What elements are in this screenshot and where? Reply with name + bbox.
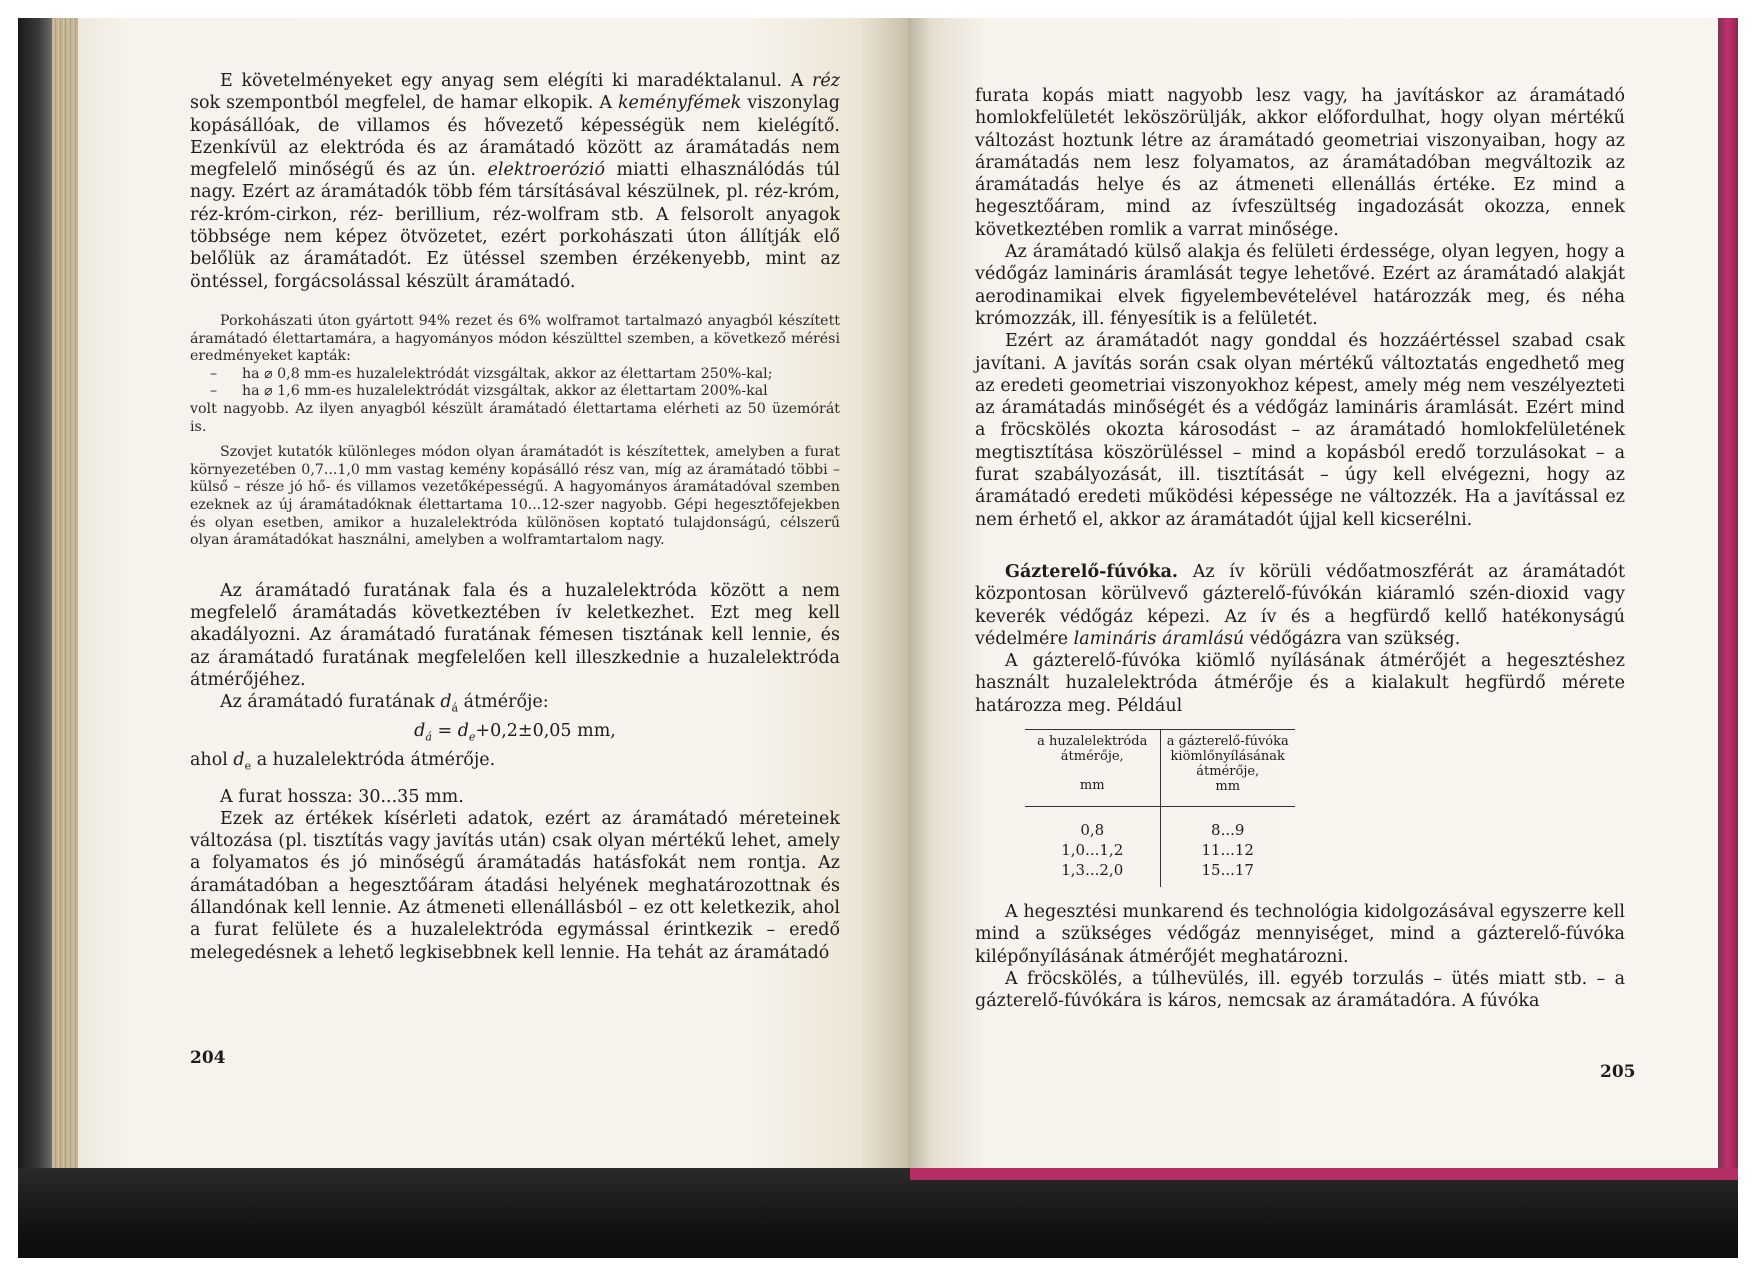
book-cover-bottom-edge <box>910 1168 1738 1180</box>
formula: $d_á = d_e+0,2\pm 0,05$ mm, <box>414 720 616 744</box>
left-paragraph-1: E követelményeket egy anyag sem elégíti ki maradéktalanul. A réz sok szempontból megfelel, de hamar elkopik. A keményfémek viszonylag kopásállóak, de villamos és hővezető képességük nem kielégítő. Ezenkívül az elektróda és az áramátadó között az áramátadás nem megfelelő minőségű és az ún. elektroerózió miatti elhasználódás túl nagy. Ezért az áramátadók több fém társításával készülnek, pl. réz-króm, réz-króm-cirkon, réz- berillium, réz-wolfram stb. A felsorolt anyagok többsége nem képez ötvözetet, ezért porkohászati úton állítják elő belőlük az áramátadót. Ez ütéssel szemben érzékenyebb, mint az öntéssel, forgácsolással készült áramátadó. <box>190 71 841 292</box>
page-number-right: 205 <box>1600 1062 1636 1082</box>
list-item: – ha ⌀ 1,6 mm-es huzalelektródát vizsgáltak, akkor az élettartam 200%-kal <box>210 383 768 400</box>
right-page-text <box>975 85 1625 1013</box>
nozzle-diameter-table <box>1025 729 1295 887</box>
left-paragraph-6: Ezek az értékek kísérleti adatok, ezért az áramátadó méreteinek változása (pl. tisztítás vagy javítás után) csak olyan mértékű lehet, amely a folyamatos és jó minőségű áramátadás hatásfokát nem rontja. Az áramátadóban a hegesztőáram átadási helyének meghatározottnak és állandónak kell lennie. Az átmeneti ellenállásból – ez ott keletkezik, ahol a furat felülete és a huzalelektróda egymással érintkezik – eredő melegedésnek a lehető legkisebbnek kell lennie. Ha tehát az áramátadó <box>190 808 840 963</box>
table-row: 1,3...2,0 15...17 <box>1025 860 1295 887</box>
section-heading: Gázterelő-fúvóka. <box>1005 561 1179 582</box>
small-print-block-1 <box>190 313 840 550</box>
scan-background-left <box>18 18 52 1258</box>
table-header-nozzle: a gázterelő-fúvóka kiömlőnyílásának átmérője, mm <box>1160 730 1295 807</box>
left-paragraph-2: Az áramátadó furatának fala és a huzalelektróda között a nem megfelelő áramátadás következtében ív keletkezhet. Ezt meg kell akadályozni. Az áramátadó furatának fémesen tisztának kell lennie, és az áramátadó furatának megfelelően kell illeszkednie a huzalelektróda átmérőjéhez. <box>190 580 840 690</box>
right-paragraph-3: Ezért az áramátadót nagy gonddal és hozzáértéssel szabad csak javítani. A javítás során csak olyan mértékű változtatás engedhető meg az eredeti geometriai viszonyokhoz képest, amely még nem veszélyezteti az áramátadás minőségét és a védőgáz lamináris áramlását. Ezért mind a fröcskölés okozta károsodást – az áramátadó homlokfelületének megtisztítása köszörüléssel – mind a kopásból eredő torzulásokat – a furat szabályozását, ill. tisztítását – úgy kell elvégezni, hogy az áramátadó eredeti működési képessége ne változzék. Ha a javítással ez nem érhető el, akkor az áramátadót újjal kell kicserélni. <box>975 331 1625 530</box>
scan-background-bottom <box>18 1168 1738 1258</box>
right-paragraph-7: A fröcskölés, a túlhevülés, ill. egyéb torzulás – ütés miatt stb. – a gázterelő-fúvókára is káros, nemcsak az áramátadóra. A fúvóka <box>975 968 1625 1012</box>
right-paragraph-6: A hegesztési munkarend és technológia kidolgozásával egyszerre kell mind a szükséges védőgáz mennyiséget, mind a gázterelő-fúvóka kilépőnyílásának átmérőjét meghatározni. <box>975 902 1625 967</box>
left-paragraph-3: Az áramátadó furatának $d_á$ átmérője: <box>220 692 549 715</box>
small-print-outro: volt nagyobb. Az ilyen anyagból készült áramátadó élettartama elérheti az 50 üzemórát is. <box>190 400 840 435</box>
left-page-text <box>190 70 840 964</box>
small-print-intro: Porkohászati úton gyártott 94% rezet és 6% wolframot tartalmazó anyagból készített áramátadó élettartamára, a hagyományos módon készülttel szemben, a következő mérési eredményeket kapták: <box>190 312 840 365</box>
right-paragraph-1: furata kopás miatt nagyobb lesz vagy, ha javításkor az áramátadó homlokfelületét leköszörülják, akkor előfordulhat, hogy olyan mértékű változást hoztunk létre az áramátadó geometriai viszonyaiban, hogy az áramátadás nem lesz folyamatos, az áramátadóban megváltozik az áramátadás helye és az átmeneti ellenállás értéke. Ez mind a hegesztőáram, mind az ívfeszültség ingadozását okozza, ennek következtében romlik a varrat minősége. <box>975 86 1625 240</box>
small-print-block-2: Szovjet kutatók különleges módon olyan áramátadót is készítettek, amelyben a furat környezetében 0,7...1,0 mm vastag kemény kopásálló rész van, míg az áramátadó többi – külső – része jó hő- és villamos vezetőképességű. A hagyományos áramátadóval szemben ezeknek az új áramátadóknak élettartama 10...12-szer nagyobb. Gépi hegesztőfejekben és olyan esetben, amikor a huzalelektróda különösen koptató tulajdonságú, célszerű olyan áramátadókat használni, amelyben a wolframtartalom nagy. <box>190 444 840 549</box>
book-cover-edge <box>1718 18 1738 1258</box>
right-paragraph-5: A gázterelő-fúvóka kiömlő nyílásának átmérőjét a hegesztéshez használt huzalelektróda átmérője és a kialakult hegfürdő mérete határozza meg. Például <box>975 651 1625 716</box>
page-edges <box>52 18 78 1168</box>
right-paragraph-4: Gázterelő-fúvóka. Az ív körüli védőatmoszférát az áramátadót központosan körülvevő gázterelő-fúvókán kiáramló szén-dioxid vagy keverék védőgáz képezi. Az ív és a hegfürdő kellő hatékonyságú védelmére lamináris áramlású védőgázra van szükség. <box>975 561 1625 649</box>
page-number-left: 204 <box>190 1048 226 1068</box>
table-row: 0,8 8...9 <box>1025 807 1295 841</box>
table-header-electrode: a huzalelektróda átmérője, mm <box>1025 730 1160 807</box>
left-paragraph-5: A furat hossza: 30...35 mm. <box>220 786 464 807</box>
right-paragraph-2: Az áramátadó külső alakja és felületi érdessége, olyan legyen, hogy a védőgáz lamináris áramlását tegye lehetővé. Ezért az áramátadó alakját aerodinamikai elvek figyelembevételével határozzák meg, és néha krómozzák, ill. fényesítik is a felületét. <box>975 242 1625 329</box>
left-paragraph-4: ahol $d_e$ a huzalelektróda átmérője. <box>190 749 496 773</box>
list-item: – ha ⌀ 0,8 mm-es huzalelektródát vizsgáltak, akkor az élettartam 250%-kal; <box>210 365 773 382</box>
table-row: 1,0...1,2 11...12 <box>1025 840 1295 860</box>
